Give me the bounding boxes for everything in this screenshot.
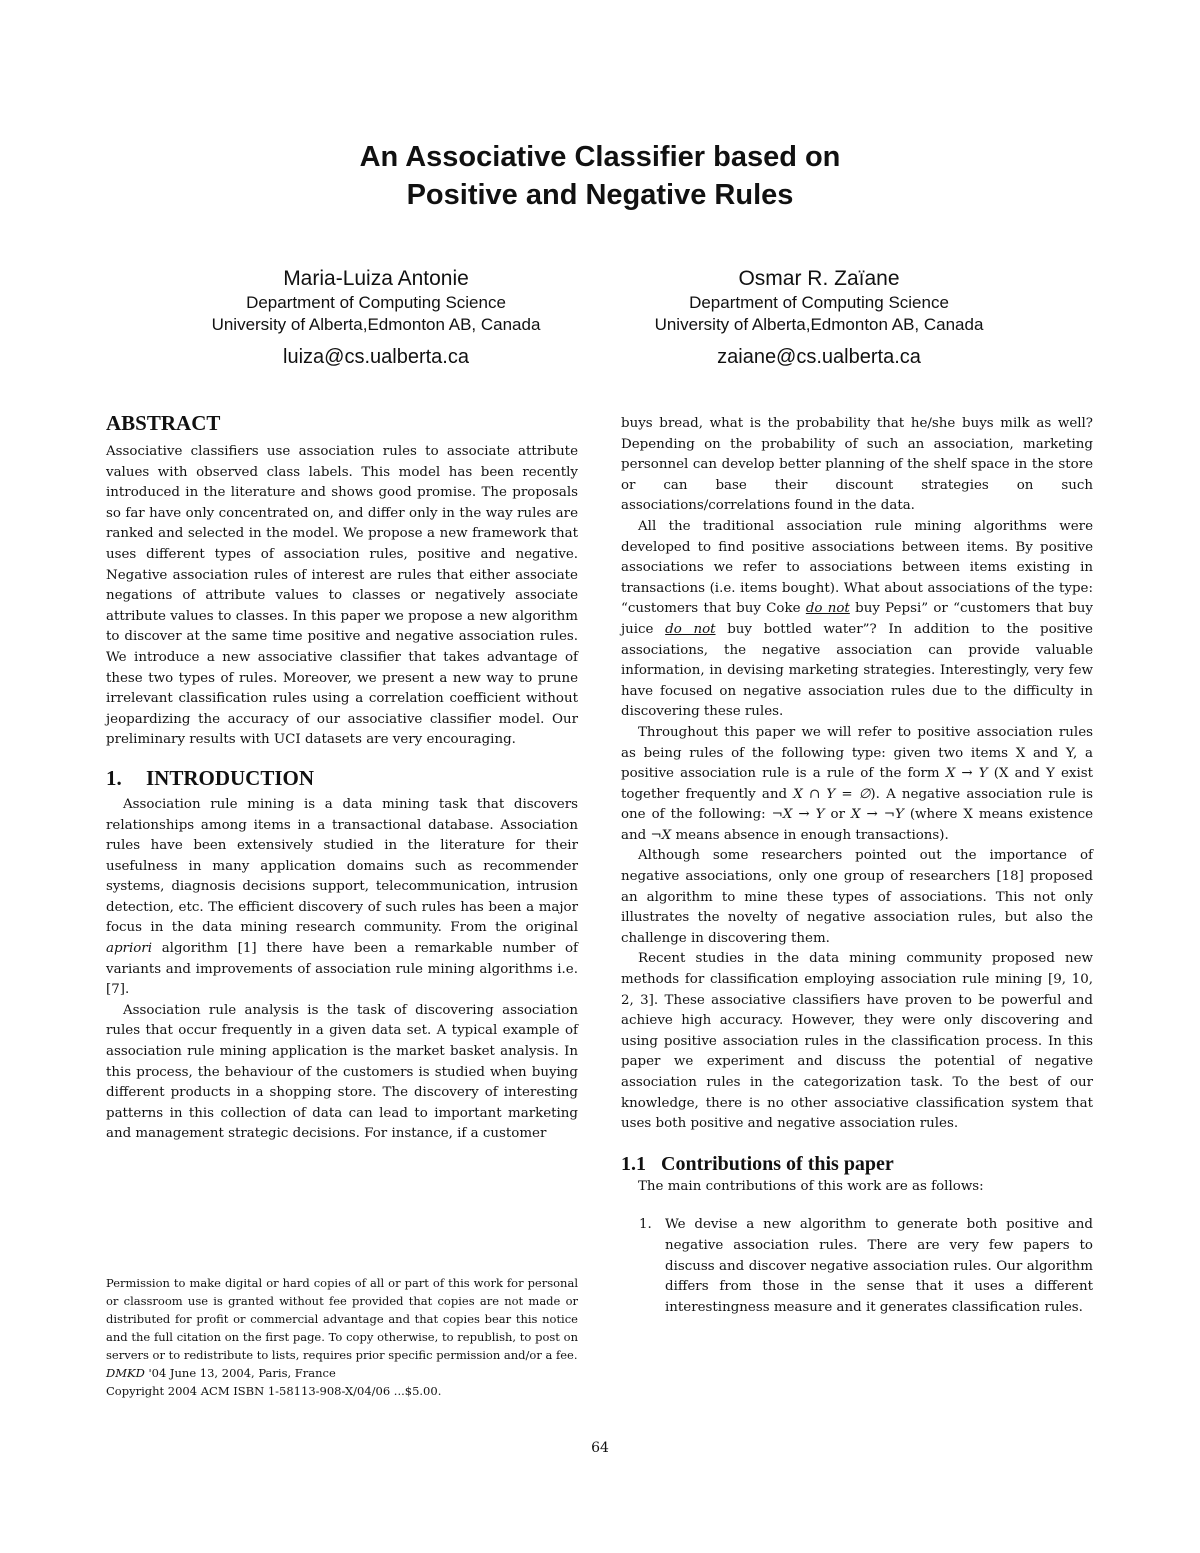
section-title: Contributions of this paper — [661, 1152, 894, 1175]
text-run: means absence in enough transactions). — [671, 827, 949, 843]
do-not-emphasis: do not — [805, 601, 850, 617]
math-formula: ¬X → Y — [771, 807, 825, 823]
contrib-lead: The main contributions of this work are as follows: — [638, 1178, 984, 1194]
do-not-emphasis: do not — [665, 621, 716, 637]
abstract-heading: ABSTRACT — [106, 411, 221, 435]
title-line-1: An Associative Classifier based on — [359, 141, 841, 173]
author-block-2 — [579, 266, 1059, 370]
list-number: 1. — [639, 1217, 652, 1233]
intro-paragraph-5 — [621, 723, 1093, 847]
author-department: Department of Computing Science — [689, 293, 949, 312]
text-run: Association rule mining is a data mining task that discovers relationships among items in a transactional database. Association rules have been extensively studied in the literature for their usefulness in many application domains such as recommender systems, diagnosis decisions support, telecommunication, intrusion detection, etc. The efficient discovery of such rules has been a major focus in the data mining research community. From the original — [106, 796, 578, 936]
text-run: ). A negative association rule is one of the following: — [621, 786, 1093, 823]
text-run: All the traditional association rule mining algorithms were developed to find positive associations between items. By positive associations we refer to associations between items existing in transactions (i.e. items bought). What about — [621, 518, 1093, 596]
permission-text: Permission to make digital or hard copies of all or part of this work for personal or classroom use is granted without fee provided that copies are not made or distributed for profit or commercial advantage and that copies bear this notice and the full citation on the first page. To copy otherwise, to republish, to post on servers or to redistribute to lists, requires prior specific permission and/or a fee. — [106, 1276, 578, 1362]
venue-emphasis: DMKD — [106, 1366, 145, 1380]
intro-paragraph-3: buys bread, what is the probability that he/she buys milk as well? Depending on the probability of such an association, marketing personnel can develop better planning of the shelf space in the store or can base their discount strategies on such associations/correlations found in the data. — [621, 416, 1093, 514]
text-run: '04 June 13, 2004, Paris, France — [144, 1366, 336, 1380]
permission-notice — [106, 1274, 578, 1400]
math-formula: X → Y — [945, 766, 988, 782]
copyright-line: Copyright 2004 ACM ISBN 1-58113-908-X/04/06 ...$5.00. — [106, 1384, 442, 1398]
left-column — [106, 410, 578, 1145]
math-formula: X → ¬Y — [850, 807, 904, 823]
author-university: University of Alberta,Edmonton AB, Canada — [654, 315, 984, 334]
text-run: Throughout this paper we will refer to positive association rules as being rules of the following type: given two items X and Y, a positive association rule is a rule of the form — [621, 724, 1093, 782]
apriori-emphasis: apriori — [106, 941, 152, 957]
text-run: associations of the type: “customers that buy Coke — [621, 580, 1093, 617]
venue-line — [106, 1364, 578, 1382]
section-number: 1.1 — [621, 1152, 646, 1175]
intro-paragraph-6: Although some researchers pointed out the importance of negative associations, only one group of researchers [18] proposed an algorithm to mine these types of associations. This not only illustrates the novelty of negative association rules, but also the challenge in discovering them. — [621, 848, 1093, 946]
text-run: buy bottled water”? In addition to the positive associations, the negative association can provide valuable information, in devising marketing strategies. Interestingly, very few have focused on negative association rules due to the difficulty in discovering these rules. — [621, 621, 1093, 720]
paper-title — [0, 138, 1200, 214]
author-department: Department of Computing Science — [246, 293, 506, 312]
math-formula: ¬X — [650, 827, 672, 843]
text-run: buy Pepsi” or “customers that buy juice — [621, 601, 1094, 637]
contrib-list-item — [621, 1215, 1093, 1318]
author-name: Osmar R. Zaïane — [738, 267, 900, 290]
intro-paragraph-4 — [621, 517, 1093, 723]
author-email: zaiane@cs.ualberta.ca — [717, 346, 921, 368]
text-run: (X and Y exist together frequently and — [621, 766, 1093, 802]
intro-paragraph-2: Association rule analysis is the task of discovering association rules that occur frequently in a given data set. A typical example of association rule mining application is the market basket analysis. In this process, the behaviour of the customers is studied when buying different products in a shopping store. The discovery of interesting patterns in this collection of data can lead to important marketing and management strategic decisions. For instance, if a customer — [106, 1002, 578, 1142]
author-email: luiza@cs.ualberta.ca — [283, 346, 469, 368]
page-number: 64 — [591, 1440, 609, 1456]
intro-paragraph-7: Recent studies in the data mining community proposed new methods for classification employing association rule mining [9, 10, 2, 3]. These associative classifiers have proven to be powerful and achieve high accuracy. However, they were only discovering and using positive association rules in the classification process. In this paper we experiment and discuss the potential of negative association rules in the categorization task. To the best of our knowledge, there is no other associative classification system that uses both positive and negative association rules. — [621, 951, 1093, 1132]
text-run: or — [824, 807, 851, 823]
contrib-heading — [621, 1151, 1093, 1177]
title-line-2: Positive and Negative Rules — [406, 179, 794, 211]
author-university: University of Alberta,Edmonton AB, Canada — [211, 315, 541, 334]
intro-heading — [106, 765, 578, 791]
right-column — [621, 414, 1093, 1318]
abstract-text: Associative classifiers use association rules to associate attribute values with observed class labels. This model has been recently introduced in the literature and shows good promise. The proposals so far have only concentrated on, and differ only in the way rules are ranked and selected in the model. We propose a new framework that uses different types of association rules, positive and negative. Negative association rules of interest are rules that either associate negations of attribute values to classes or negatively associate attribute values to classes. In this paper we propose a new algorithm to discover at the same time positive and negative association rules. We introduce a new associative classifier that takes advantage of these two types of rules. Moreover, we present a new way to prune irrelevant classification rules using a correlation coefficient without jeopardizing the accuracy of our associative classifier model. Our preliminary results with UCI datasets are very encouraging. — [106, 444, 578, 748]
text-run: algorithm [1] there have been a remarkable number of variants and improvements of association rule mining algorithms i.e. [7]. — [106, 941, 578, 998]
text-run: (where X means existence and — [621, 807, 1094, 843]
list-text: We devise a new algorithm to generate both positive and negative association rules. There are very few papers to discuss and discover negative association rules. Our algorithm differs from those in the sense that it uses a different interestingness measure and it generates classification rules. — [665, 1217, 1093, 1315]
author-block-1 — [136, 266, 616, 370]
section-title: INTRODUCTION — [146, 765, 315, 790]
section-number: 1. — [106, 765, 122, 790]
author-name: Maria-Luiza Antonie — [283, 267, 469, 290]
math-formula: X ∩ Y = ∅ — [793, 786, 871, 802]
intro-paragraph-1 — [106, 795, 578, 1001]
